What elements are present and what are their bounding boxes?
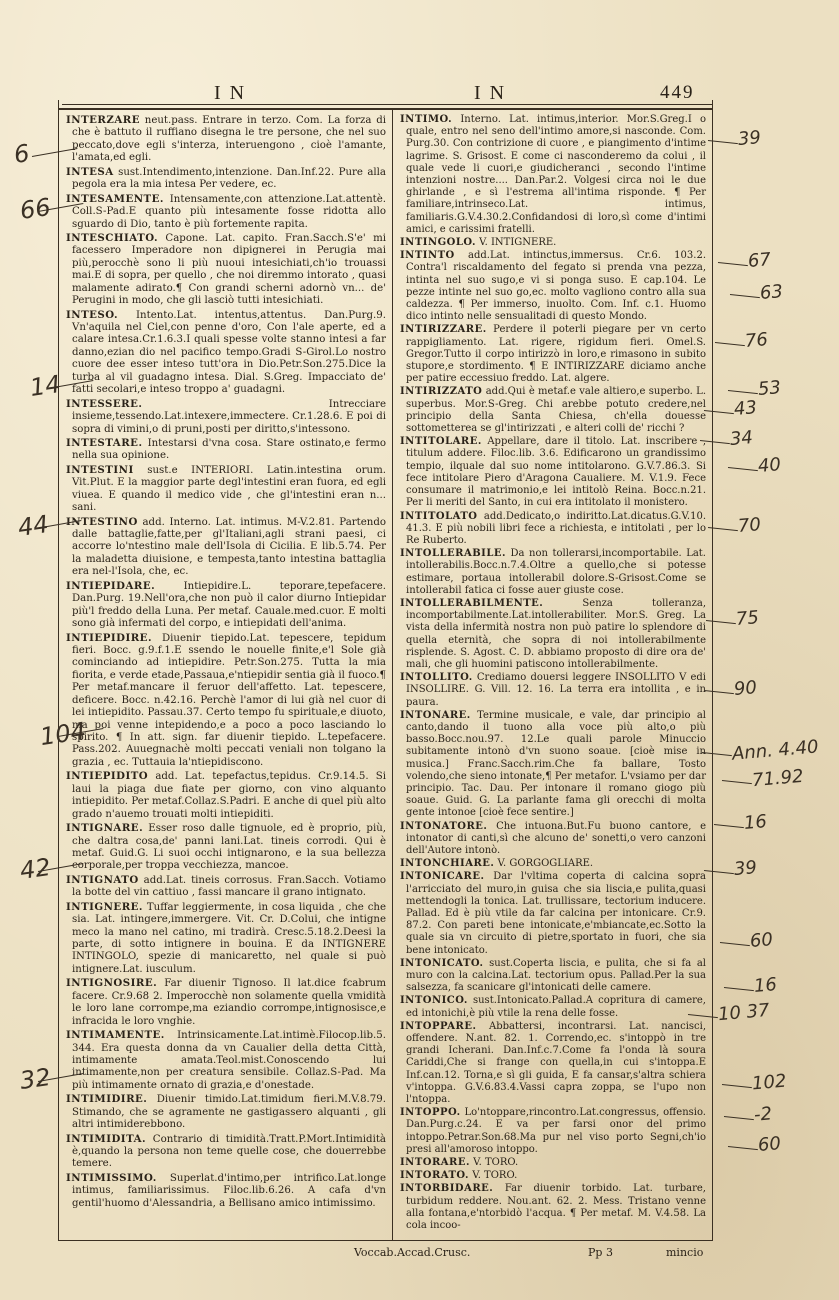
entry-headword: INTESAMENTE. <box>66 192 164 205</box>
handwritten-note: 32 <box>18 1063 53 1095</box>
dictionary-entry <box>66 1029 386 1092</box>
handwritten-arrow <box>722 780 752 784</box>
entry-definition: Lo'ntoppare,rincontro.Lat.congressus, offensio. Dan.Purg.c.24. E va per farsi onor del primo intoppo.Petrar.Son.68.Ma pur nel viso porto Segni,ch'io presi all'amoroso intoppo. <box>406 1107 706 1155</box>
entry-definition: add.Qui è metaf.e vale altiero,e superbo. L. superbus. Mor.S-Greg. Chi arebbe potuto credere,nel principio della Santa Chiesa, ch'ella douesse sottometterea se gl'intirizzati , e alteri colli de' ricchi ? <box>406 386 706 435</box>
entry-definition: add. Interno. Lat. intimus. M-V.2.81. Partendo dalle battaglie,fatte,per gl'Italiani,agli strani paesi, ci accorre lo'ntestino male dell'Isola di Cicilia. E lib.5.74. Per la maladetta diuisione, e tempesta,tanto intestina battaglia era nel-l'Isola, che, ec. <box>72 516 386 578</box>
entry-headword: INTIMIDITA. <box>66 1132 147 1145</box>
handwritten-note: 43 <box>733 397 758 420</box>
handwritten-arrow <box>728 390 758 394</box>
handwritten-arrow <box>730 294 760 298</box>
signature-line: Voccab.Accad.Crusc. <box>354 1246 471 1259</box>
handwritten-note: 67 <box>747 249 772 272</box>
entry-headword: INTIMISSIMO. <box>66 1171 157 1184</box>
entry-definition: Intensamente,con attenzione.Lat.attentè. Coll.S-Pad.E quanto più intesamente fosse ridotta allo sguardo di Dio, tanto è più fortemente rapita. <box>72 193 386 230</box>
handwritten-note: 102 <box>751 1070 788 1095</box>
entry-headword: INTONICATO. <box>400 957 484 969</box>
entry-definition: Senza tolleranza, incomportabilmente.Lat.intollerabiliter. Mor.S. Greg. La vista della infermità nostra non può patire lo splendore di quella eternità, che sopra di noi intollerabilmente risplende. S. Agost. C. D. abbiamo proposto di dire ora de' mali, che gli huomini patiscono intollerabilmente. <box>406 597 706 670</box>
handwritten-note: 60 <box>749 929 774 952</box>
left-column <box>66 114 386 1211</box>
gathering-mark: Pp 3 <box>588 1246 613 1259</box>
dictionary-entry <box>400 511 706 548</box>
entry-definition: add.Lat. tineis corrosus. Fran.Sacch. Votiamo la botte del vin cattiuo , fassi mancare il grano intignato. <box>72 874 386 899</box>
entry-definition: V. INTIGNERE. <box>475 237 557 249</box>
dictionary-entry <box>66 114 386 165</box>
dictionary-entry <box>400 114 706 236</box>
page-number: 449 <box>660 82 695 103</box>
entry-headword: INTONARE. <box>400 709 471 721</box>
entry-headword: INTOLLERABILMENTE. <box>400 597 544 609</box>
entry-definition: V. GORGOGLIARE. <box>494 858 594 870</box>
entry-headword: INTERZARE <box>66 114 140 126</box>
entry-headword: INTESTINO <box>66 515 138 528</box>
handwritten-note: 40 <box>757 454 782 477</box>
dictionary-entry <box>400 958 706 995</box>
entry-headword: INTOPPARE. <box>400 1020 477 1032</box>
handwritten-note: 10 37 <box>717 999 771 1026</box>
entry-definition: Intiepidire.L. teporare,tepefacere. Dan.Purg. 19.Nell'ora,che non può il calor diurno Intiepidar più'l freddo della Luna. Per metaf. Cauale.med.cuor. E molti sono già infermati del corpo, e intiepidati dell'anima. <box>72 580 386 630</box>
dictionary-entry <box>400 1157 706 1169</box>
handwritten-note: 60 <box>757 1133 782 1156</box>
handwritten-arrow <box>724 1116 754 1120</box>
entry-definition: Esser roso dalle tignuole, ed è proprio, più, che daltra cosa,de' panni lani.Lat. tineis corrodi. Qui è metaf. Guid.G. Li suoi occhi intignarono, e la sua bellezza corporale,per troppa vecchiezza, mancoe. <box>72 823 386 872</box>
entry-headword: INTIGNERE. <box>66 900 143 913</box>
entry-definition: Termine musicale, e vale, dar principio al canto,dando il tuono alla voce più alto,o più basso.Bocc.nou.97. 12.Le quali parole Minuccio subitamente intonò d'vn suono soaue. [cioè mise in musica.] Franc.Sacch.rim.Che fa ballare, Tosto volendo,che sieno intonate,¶ Per metafor. L'vsiamo per dar principio. Tac. Dau. Per intonare il romano giogo più soaue. Guid. G. La parlante fama gli orecchi di molta gente intonoe [cioè fece sentire.] <box>406 709 706 819</box>
dictionary-entry <box>400 250 706 323</box>
footer-rule <box>58 1240 713 1241</box>
handwritten-arrow <box>718 262 748 266</box>
dictionary-entry <box>66 874 386 900</box>
entry-definition: sust.e INTERIORI. Latin.intestina orum. Vit.Plut. E la maggior parte degl'intestini eran fuora, ed egli viuea. E quando il medico vide , che gl'intestini eran n... sani. <box>72 464 386 514</box>
column-divider <box>392 108 393 1240</box>
dictionary-entry <box>66 309 386 397</box>
dictionary-entry <box>66 580 386 631</box>
entry-definition: Intento.Lat. intentus,attentus. Dan.Purg.9. Vn'aquila nel Ciel,con penne d'oro, Con l'ale aperte, ed a calare intesa.Cr.1.6.3.I quali spesse volte stanno intesi a far danno,ezian dio nel pacifico tempo.Gradi S-Girol.Lo nostro cuore dee esser inteso tutt'ora in Dio.Petr.Son.275.Dice la turba al vil guadagno intesa. Dial. S.Greg. Impacciato de' fatti secolari,e inteso troppo a' guadagni. <box>72 309 386 396</box>
handwritten-arrow <box>704 410 734 414</box>
entry-headword: INTIMAMENTE. <box>66 1029 165 1042</box>
entry-definition: Intrecciare insieme,tessendo.Lat.intexere,immectere. Cr.1.28.6. E poi di sopra di vimini,o di pruni,posti per diritto,s'intessono. <box>72 398 386 435</box>
handwritten-arrow <box>704 870 734 874</box>
entry-headword: INTOLLITO. <box>400 672 473 684</box>
handwritten-arrow <box>720 942 750 946</box>
entry-headword: INTOLLERABILE. <box>400 548 506 560</box>
handwritten-note: 53 <box>757 377 782 400</box>
handwritten-note: 34 <box>729 427 754 450</box>
handwritten-note: 39 <box>737 127 762 150</box>
entry-definition: sust.Intonicato.Pallad.A copritura di camere, ed intonichi,è più vtile la rena delle fosse. <box>406 995 706 1019</box>
dictionary-entry <box>66 901 386 977</box>
dictionary-entry <box>66 1172 386 1210</box>
dictionary-entry <box>66 770 386 821</box>
handwritten-note: 76 <box>744 329 769 352</box>
entry-definition: Diuenir tiepido.Lat. tepescere, tepidum fieri. Bocc. g.9.f.1.E ssendo le nouelle finite,e'l Sole già cominciando ad intiepidire. Petr.Son.275. Tutta la mia fiorita, e verde etade,Passaua,e'ntiepidir sentia già il fuoco.¶ Per metaf.mancare il feruor dell'affetto. Lat. tepescere, deficere. Bocc. n.42.16. Perchè l'amor di lui già nel cuor di lei intiepidito. Passau.37. Certo tempo fu spirituale,e diuoto, ma poi venne intepidendo,e a poco a poco lasciando lo spirito. ¶ In att. sign. far diuenir tiepido. L.tepefacere. Pass.202. Auuegnachè molti peccati veniali non tolgano la grazia , ec. Tuttauia la'ntiepidiscono. <box>72 632 386 768</box>
handwritten-note: 16 <box>753 974 778 997</box>
entry-headword: INTIEPIDIRE. <box>66 631 152 644</box>
entry-headword: INTIEPIDARE. <box>66 579 156 592</box>
handwritten-note: Ann. 4.40 <box>731 736 820 765</box>
entry-headword: INTITOLATO <box>400 510 478 522</box>
entry-definition: Tuffar leggiermente, in cosa liquida , che che sia. Lat. intingere,immergere. Vit. Cr. D.Colui, che intigne meco la mano nel catino, mi tradirà. Cresc.5.18.2.Deesi la parte, di sotto intignere in bouina. E da INTIGNERE INTINGOLO, spezie di manicaretto, nel quale si può intignere.Lat. iusculum. <box>72 901 386 975</box>
entry-definition: V. TORO. <box>469 1157 519 1169</box>
entry-definition: Da non tollerarsi,incomportabile. Lat. intollerabilis.Bocc.n.7.4.Oltre a quello,che si potesse estimare, portaua intollerabil dolore.S-Grisost.Come se intollerabil fatica ci fosse auer giuste cose. <box>406 548 706 596</box>
entry-definition: Perdere il poterli piegare per vn certo rappigliamento. Lat. rigere, rigidum fieri. Omel.S. Gregor.Tutto il corpo intirizzò in loro,e rimasono in subito stupore,e stordimento. ¶ E INTIRIZZARE diciamo anche per patire eccessiuo freddo. Lat. algere. <box>406 324 706 385</box>
entry-headword: INTESSERE. <box>66 397 143 410</box>
handwritten-note: 104 <box>38 716 88 752</box>
dictionary-entry <box>400 237 706 249</box>
entry-headword: INTIGNATO <box>66 873 139 886</box>
handwritten-note: 14 <box>28 370 63 402</box>
entry-definition: add.Dedicato,o indiritto.Lat.dicatus.G.V.10. 41.3. E più nobili libri fece a richiesta, e intitolati , per lo Re Ruberto. <box>406 510 706 546</box>
entry-headword: INTONCHIARE. <box>400 858 495 870</box>
header-rule <box>58 108 713 110</box>
dictionary-entry <box>400 1021 706 1106</box>
entry-headword: INTESTARE. <box>66 436 143 449</box>
handwritten-arrow <box>724 987 754 991</box>
handwritten-arrow <box>714 824 744 828</box>
handwritten-note: 16 <box>743 811 768 834</box>
entry-headword: INTONICO. <box>400 995 468 1007</box>
entry-definition: Che intuona.But.Fu buono cantore, e intonator di canti,sì che alcuno de' sonetti,o vero canzoni dell'Autore intonò. <box>406 820 706 856</box>
entry-headword: INTORATO. <box>400 1170 470 1182</box>
dictionary-entry <box>66 464 386 515</box>
entry-definition: add. Lat. tepefactus,tepidus. Cr.9.14.5. Si laui la piaga due fiate per giorno, con vino alquanto intiepidito. Per metaf.Collaz.S.Padri. E anche di quel più alto grado n'auemo trouati molti intiepiditi. <box>72 771 386 820</box>
dictionary-entry <box>400 1170 706 1182</box>
handwritten-arrow <box>715 342 745 346</box>
dictionary-entry <box>66 632 386 770</box>
entry-headword: INTIMO. <box>400 114 453 125</box>
dictionary-entry <box>66 1133 386 1171</box>
handwritten-note: 66 <box>18 193 53 225</box>
entry-definition: Diuenir timido.Lat.timidum fieri.M.V.8.79. Stimando, che se agramente ne gastigassero alquanti , gli altri intimiderebbono. <box>72 1094 386 1131</box>
entry-headword: INTIRIZZATO <box>400 386 483 398</box>
entry-definition: Interno. Lat. intimus,interior. Mor.S.Greg.I o quale, entro nel seno dell'intimo amore,si nasconde. Com. Purg.30. Con contrizione di cuore , e piangimento d'intime lagrime. S. Grisost. E come ci nasconderemo da colui , il quale vede li cuori,e giudicheranci , secondo l'intime intenzioni nostre.... Dan.Par.2. Volgesi circa noi le due ghirlande , e sì l'estrema all'intima risponde. ¶ Per familiare,intrinseco.Lat. intimus, familiaris.G.V.4.30.2.Confidandosi di loro,sì come d'intimi amici, e carissimi fratelli. <box>406 114 706 235</box>
frame-right-rule <box>712 100 713 1240</box>
dictionary-entry <box>400 1107 706 1156</box>
entry-definition: V. TORO. <box>469 1170 518 1182</box>
entry-headword: INTIGNARE. <box>66 822 144 835</box>
entry-headword: INTIGNOSIRE. <box>66 977 158 990</box>
handwritten-note: 75 <box>735 607 760 630</box>
entry-definition: Capone. Lat. capito. Fran.Sacch.S'e' mi facessero Imperadore non dipignerei in Perugia mai più,perocchè sono li più nuoui intesichiati,ch'io trouassi mai.E di sopra, per quello , che noi diremmo intorato , quasi malamente adirato.¶ Con grandi scherni adornò vn... de' Perugini in modo, che gli lasciò tutti intesichiati. <box>72 232 386 307</box>
entry-definition: Contrario di timidità.Tratt.P.Mort.Intimidità è,quando la persona non teme quelle cose, che douerrebbe temere. <box>72 1133 386 1170</box>
dictionary-entry <box>400 995 706 1019</box>
dictionary-entry <box>400 871 706 956</box>
entry-headword: INTIMIDIRE. <box>66 1093 148 1106</box>
entry-headword: INTIRIZZARE. <box>400 324 487 336</box>
entry-definition: Intestarsi d'vna cosa. Stare ostinato,e fermo nella sua opinione. <box>72 437 386 462</box>
handwritten-arrow <box>704 690 734 694</box>
dictionary-entry <box>400 1183 706 1232</box>
handwritten-note: 71.92 <box>751 765 805 792</box>
entry-definition: Crediamo douersi leggere INSOLLITO V edi INSOLLIRE. G. Vill. 12. 16. La terra era intollita , e in paura. <box>406 672 706 708</box>
handwritten-arrow <box>722 1084 752 1088</box>
handwritten-note: 63 <box>759 281 784 304</box>
handwritten-note: 6 <box>12 139 32 169</box>
dictionary-entry <box>400 324 706 385</box>
dictionary-entry <box>400 672 706 709</box>
handwritten-arrow <box>706 620 736 624</box>
dictionary-entry <box>66 166 386 192</box>
dictionary-entry <box>400 436 706 509</box>
entry-definition: Far diuenir torbido. Lat. turbare, turbidum reddere. Nou.ant. 62. 2. Mess. Tristano venne alla fontana,e'ntorbidò l'acqua. ¶ Per metaf. M. V.4.58. La cola incoo- <box>406 1183 706 1232</box>
entry-headword: INTINTO <box>400 250 455 262</box>
header-rule-thin <box>62 104 712 105</box>
dictionary-entry <box>400 386 706 435</box>
entry-definition: Intrinsicamente.Lat.intimè.Filocop.lib.5. 344. Era questa donna da vn Caualier della detta Città, intimamente amata.Teol.mist.Conoscendo lui intimamente,non per creatura sensibile. Collaz.S-Pad. Ma più intimamente ornato di grazia,e d'onestade. <box>72 1030 386 1091</box>
entry-definition: Abbattersi, incontrarsi. Lat. nancisci, offendere. N.ant. 82. 1. Correndo,ec. s'intoppò in tre grandi Icherani. Dan.Inf.c.7.Come fa l'onda là soura Cariddi,Che si frange con quella,in cui s'intoppa.E Inf.can.12. Torna,e sì gli guida, E fa cansar,s'altra schiera v'intoppa. G.V.6.83.4.Vassi capra zoppa, se l'upo non l'ntoppa. <box>406 1020 706 1106</box>
entry-headword: INTESO. <box>66 308 119 321</box>
entry-headword: INTONICARE. <box>400 871 485 883</box>
right-column <box>400 114 706 1233</box>
dictionary-entry <box>66 977 386 1028</box>
dictionary-entry <box>66 232 386 308</box>
handwritten-note: 70 <box>737 514 762 537</box>
dictionary-entry <box>400 598 706 671</box>
entry-definition: Appellare, dare il titolo. Lat. inscribere , titulum addere. Filoc.lib. 3.6. Edificarono un grandissimo tempio, ilquale dal suo nome intitolarono. G.V.7.86.3. Si fece intitolare Piero d'Aragona Caualiere. M. V.1.9. Fece consumare il matrimonio,e lei intitolò Reina. Bocc.n.21. Per li meriti del Santo, in cui era intitolato il monistero. <box>406 436 706 509</box>
entry-headword: INTINGOLO. <box>400 237 476 249</box>
handwritten-arrow <box>728 467 758 471</box>
dictionary-entry <box>400 858 706 870</box>
dictionary-entry <box>66 193 386 231</box>
entry-definition: Superlat.d'intimo,per intrifico.Lat.longe intimus, familiarissimus. Filoc.lib.6.26. A cafa d'vn gentil'huomo d'Alessandria, a Bellisano amico intimissimo. <box>72 1172 386 1209</box>
entry-definition: add.Lat. intinctus,immersus. Cr.6. 103.2. Contra'l riscaldamento del fegato si prenda vna pezza, intinta nel suo sugo,e vi si ponga suso. E cap.104. Le pezze intinte nel suo go,ec. molto vagliono contro alla sua caldezza. ¶ Per immerso, inuolto. Com. Inf. c.1. Huomo dico intinto nelle sensualitadi di questo Mondo. <box>406 250 706 323</box>
entry-headword: INTESA <box>66 165 114 178</box>
dictionary-entry <box>400 821 706 858</box>
entry-headword: INTORARE. <box>400 1157 470 1169</box>
handwritten-note: 42 <box>18 853 53 885</box>
dictionary-entry <box>400 548 706 597</box>
handwritten-arrow <box>702 752 732 756</box>
dictionary-entry <box>66 516 386 579</box>
dictionary-entry <box>66 822 386 873</box>
entry-headword: INTONATORE. <box>400 820 488 832</box>
entry-headword: INTESCHIATO. <box>66 231 159 244</box>
entry-definition: neut.pass. Entrare in terzo. Com. La forza di che è battuto il ruffiano disegna le tre persone, che nel suo peccato,dove egli s'interza, interuengono , cioè l'amante, l'amata,ed egli. <box>72 115 386 164</box>
dictionary-entry <box>400 710 706 820</box>
running-head-left: I N <box>214 82 247 104</box>
entry-definition: sust.Intendimento,intenzione. Dan.Inf.22. Pure alla pegola era la mia intesa Per vedere, ec. <box>72 166 386 191</box>
handwritten-note: 90 <box>733 677 758 700</box>
entry-headword: INTOPPO. <box>400 1107 461 1119</box>
handwritten-note: 39 <box>733 857 758 880</box>
entry-headword: INTITOLARE. <box>400 436 482 448</box>
dictionary-entry <box>66 398 386 436</box>
entry-definition: sust.Coperta liscia, e pulita, che si fa al muro con la calcina.Lat. tectorium opus. Pallad.Per la sua salsezza, fa scanicare gl'intonicati delle camere. <box>406 957 706 994</box>
handwritten-arrow <box>728 1146 758 1150</box>
entry-headword: INTESTINI <box>66 463 134 476</box>
dictionary-entry <box>66 1093 386 1131</box>
dictionary-entry <box>66 437 386 463</box>
entry-headword: INTORBIDARE. <box>400 1183 494 1195</box>
entry-headword: INTIEPIDITO <box>66 770 149 783</box>
handwritten-note: -2 <box>753 1103 773 1126</box>
running-head-right: I N <box>474 82 507 104</box>
entry-definition: Far diuenir Tignoso. Il lat.dice fcabrum facere. Cr.9.68 2. Imperocchè non solamente quella vmidità le loro lane corrompe,ma eziandio corrompe,intignosisce,e infracida le loro vnghie. <box>72 978 386 1027</box>
catchword: mincio <box>666 1246 704 1259</box>
handwritten-note: 44 <box>16 510 51 542</box>
frame-left-rule <box>58 100 59 1240</box>
entry-definition: Dar l'vltima coperta di calcina sopra l'arricciato del muro,in guisa che sia liscia,e pulita,quasi mettendogli la tonica. Lat. trullissare, tectorium inducere. Pallad. Ed è più vtile da far calcina per intonicare. Cr.9. 87.2. Con pareti bene intonicate,e'mbiancate,ec.Sotto la quale sia vn circuito di pietre,sportato in fuori, che sia bene intonicato. <box>406 871 706 956</box>
